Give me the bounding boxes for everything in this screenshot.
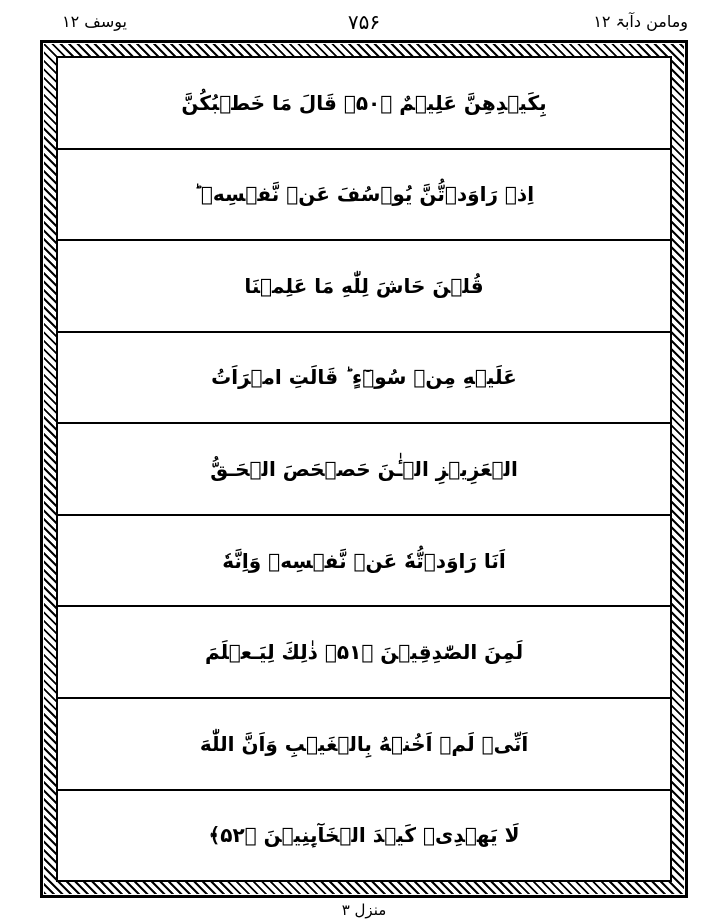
text-line-6: اَنَا رَاوَدۡتُّهٗ عَنۡ نَّفۡسِهٖ وَاِنَّهٗ <box>58 516 670 608</box>
text-line-3: قُلۡنَ حَاشَ لِلّٰهِ مَا عَلِمۡنَا <box>58 241 670 333</box>
page-header <box>40 8 688 38</box>
text-line-1: بِكَيۡدِهِنَّ عَلِيۡمٌ ﴿۵۰﴾ قَالَ مَا خَطۡبُكُنَّ <box>58 58 670 150</box>
text-line-4: عَلَيۡهِ مِنۡ سُوۡٓءٍ ؕ قَالَتِ امۡرَاَتُ <box>58 333 670 425</box>
manzil-footer: منزل ۳ <box>341 901 387 919</box>
text-line-7: لَمِنَ الصّٰدِقِيۡنَ ﴿۵۱﴾ ذٰلِكَ لِيَـعۡلَمَ <box>58 607 670 699</box>
text-lines <box>58 58 670 880</box>
surah-name: یوسف ۱۲ <box>62 12 127 31</box>
para-name: ومامن دآبۃ ۱۲ <box>593 12 688 31</box>
text-line-8: اَنِّىۡ لَمۡ اَخُنۡهُ بِالۡغَيۡبِ وَاَنَّ اللّٰهَ <box>58 699 670 791</box>
text-line-2: اِذۡ رَاوَدۡتُّنَّ يُوۡسُفَ عَنۡ نَّفۡسِهٖ ؕ <box>58 150 670 242</box>
page-number: ۷۵۶ <box>347 10 381 34</box>
text-line-5: الۡعَزِيۡزِ الۡـٰٔنَ حَصۡحَصَ الۡحَـقُّ <box>58 424 670 516</box>
text-line-9: لَا يَهۡدِىۡ كَيۡدَ الۡخَآٮِٕنِيۡنَ ﴿۵۲﴾ <box>208 823 520 848</box>
